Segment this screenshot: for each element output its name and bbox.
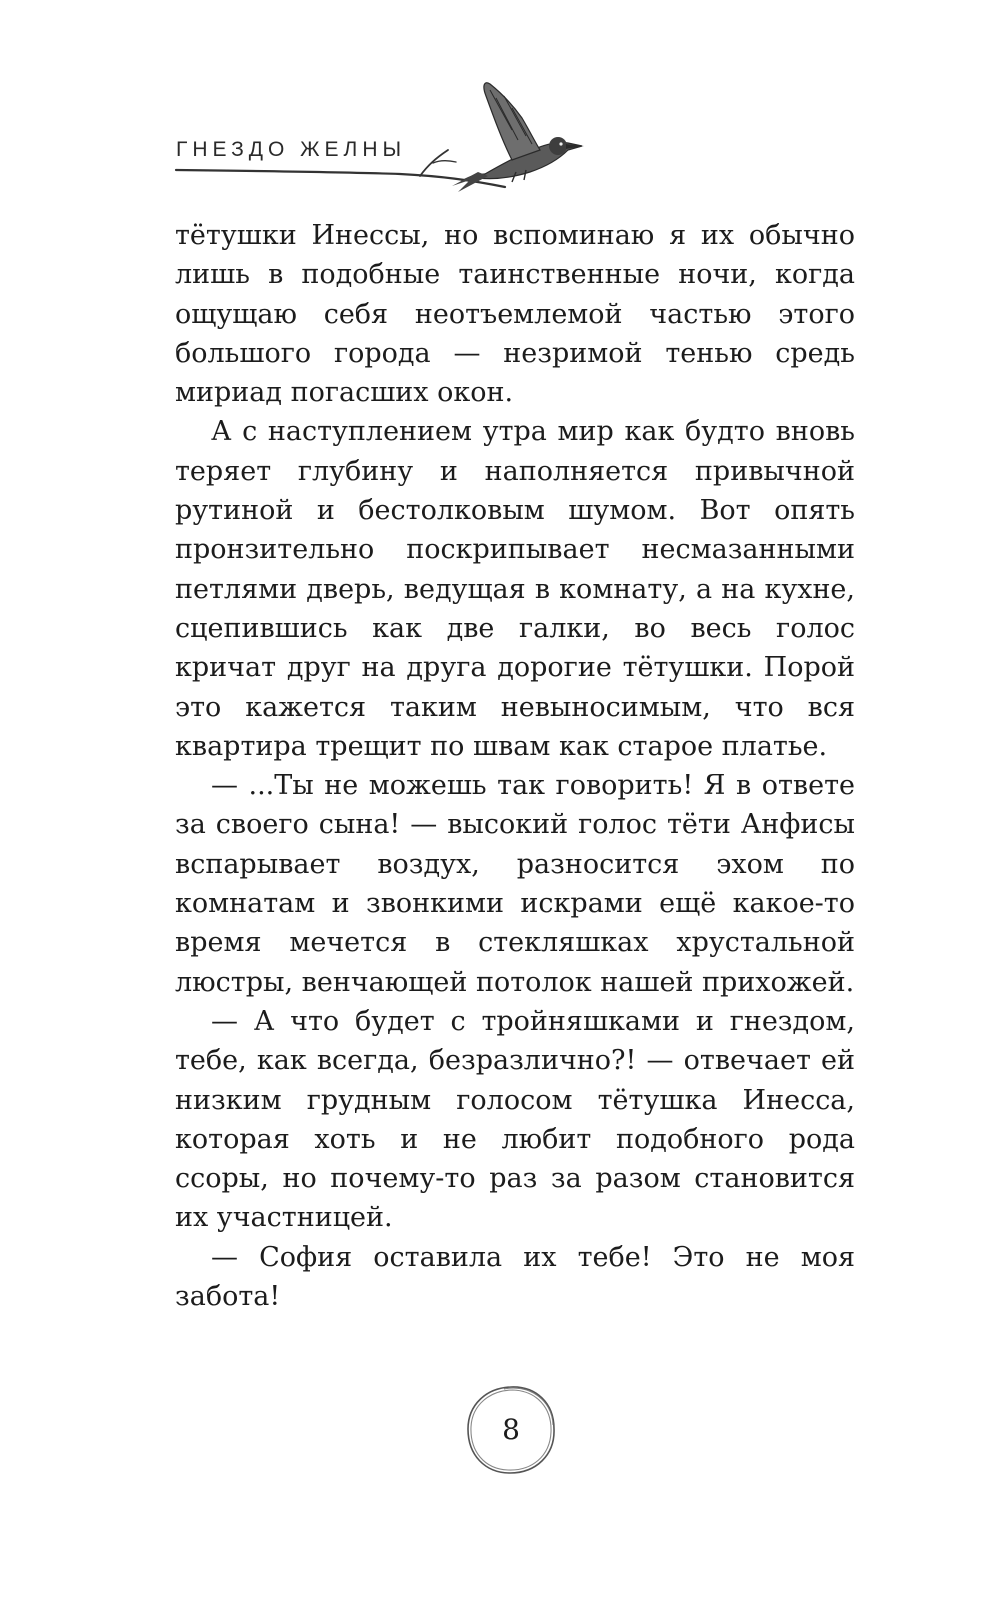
- page-header: [0, 0, 1000, 230]
- paragraph: тётушки Инессы, но вспоминаю я их обычно лишь в подобные таинственные ночи, когда ощущаю себя неотъемлемой частью этого большого города — незримой тенью средь мириад погасших окон.: [175, 220, 855, 409]
- page-footer: [464, 1383, 558, 1477]
- paragraph: — София оставила их тебе! Это не моя забота!: [175, 1241, 855, 1313]
- paragraph: — А что будет с тройняшками и гнездом, тебе, как всегда, безразлично?! — отвечает ей низким грудным голосом тётушка Инесса, которая хоть и не любит подобного рода ссоры, но почему-то раз за разом становится их участницей.: [175, 1005, 855, 1234]
- bird-on-branch-icon: [0, 0, 1000, 230]
- running-title: ГНЕЗДО ЖЕЛНЫ: [176, 138, 407, 161]
- paragraph: А с наступлением утра мир как будто вновь теряет глубину и наполняется привычной рутиной и бестолковым шумом. Вот опять пронзительно поскрипывает несмазанными петлями дверь, ведущая в комнату, а на кухне, сцепившись как две галки, во весь голос кричат друг на друга дорогие тётушки. Порой это кажется таким невыносимым, что вся квартира трещит по швам как старое платье.: [175, 416, 855, 762]
- body-text: [175, 216, 855, 1316]
- paragraph: — ...Ты не можешь так говорить! Я в ответе за своего сына! — высокий голос тёти Анфисы вспарывает воздух, разносится эхом по комнатам и звонкими искрами ещё какое-то время мечется в стекляшках хрустальной люстры, венчающей потолок нашей прихожей.: [175, 770, 855, 998]
- page-number: 8: [502, 1413, 520, 1446]
